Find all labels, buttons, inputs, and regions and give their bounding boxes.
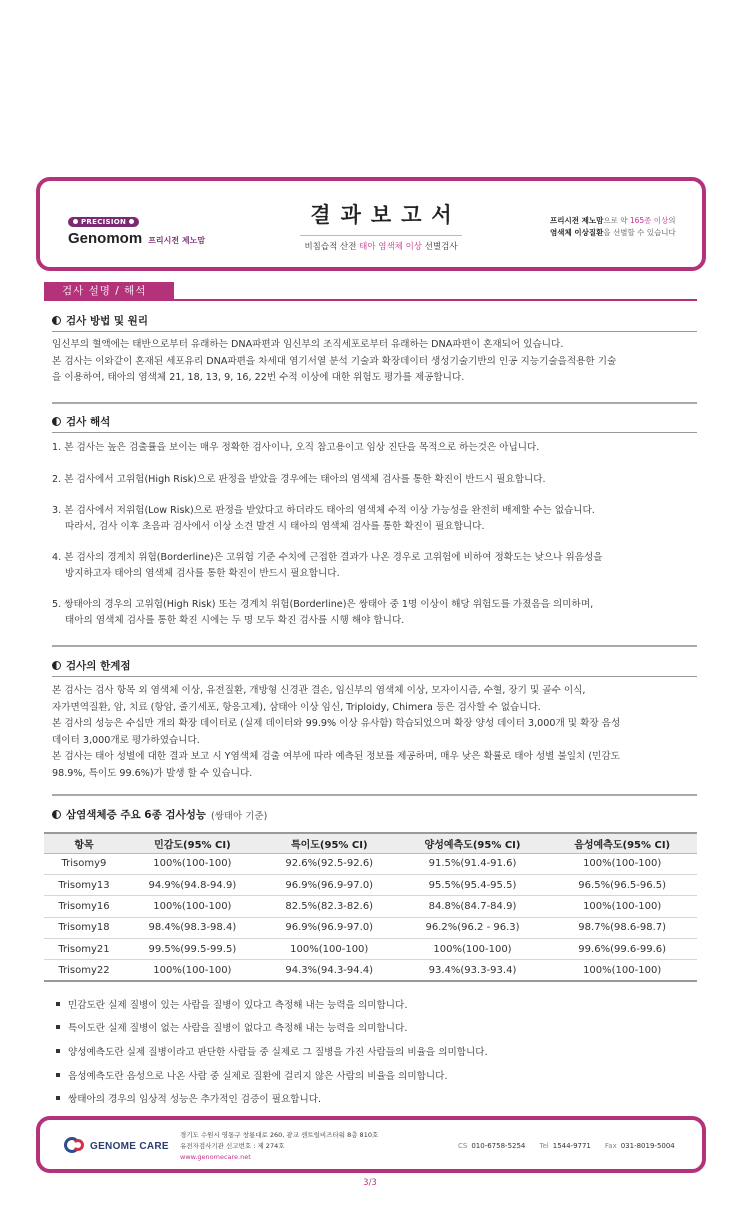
table-cell: 96.9%(96.9-97.0): [261, 874, 398, 895]
divider: [52, 402, 697, 404]
genomom-logo: [68, 209, 205, 247]
divider: [52, 645, 697, 647]
text-line: 4. 본 검사의 경계치 위험(Borderline)은 고위험 기준 수치에 근접한 결과가 나온 경우로 고위험에 비하여 정확도는 낮으나 위음성을: [52, 552, 603, 563]
table-cell: 92.6%(92.5-92.6): [261, 853, 398, 874]
table-cell: 100%(100-100): [398, 939, 548, 960]
fax-contact: [605, 1142, 675, 1150]
half-circle-icon: [52, 661, 61, 670]
section-divider: [44, 299, 697, 301]
half-circle-icon: [52, 417, 61, 426]
title-divider: [300, 235, 462, 236]
table-cell: 99.5%(99.5-99.5): [124, 939, 261, 960]
cs-label: CS: [458, 1142, 468, 1150]
table-cell: Trisomy18: [44, 917, 124, 938]
table-cell: Trisomy16: [44, 896, 124, 917]
table-row: [44, 853, 697, 874]
column-header: 특이도(95% CI): [261, 833, 398, 853]
text-line: 본 검사는 이와같이 혼재된 세포유리 DNA파편을 차세대 염기서열 분석 기술과 확장데이터 생성기술기반의 인공 지능기술을적용한 기술: [52, 355, 617, 367]
fax-label: Fax: [604, 1142, 617, 1150]
table-row: [44, 939, 697, 960]
table-cell: 100%(100-100): [547, 960, 697, 981]
table-cell: 100%(100-100): [124, 896, 261, 917]
report-title: 결과보고서: [310, 203, 462, 227]
divider: [52, 794, 697, 796]
table-cell: 96.9%(96.9-97.0): [261, 917, 398, 938]
interpretation-heading: [52, 414, 110, 429]
text-line: 데이터 3,000개로 평가하였습니다.: [52, 734, 200, 746]
bullet-icon: [56, 1096, 60, 1100]
divider: [52, 331, 697, 332]
text-line: 98.9%, 특이도 99.6%)가 발생 할 수 있습니다.: [52, 767, 253, 779]
interpretation-heading-text: 검사 해석: [66, 416, 111, 428]
tel-number: 1544-9771: [552, 1142, 591, 1150]
tel-label: Tel: [539, 1142, 549, 1150]
text-line: 자가면역질환, 암, 치료 (항암, 줄기세포, 항응고제), 삼태아 이상 임신, Triploidy, Chimera 등은 검사할 수 없습니다.: [52, 701, 541, 713]
text-line: 을 이용하여, 태아의 염색체 21, 18, 13, 9, 16, 22번 수적 이상에 대한 위험도 평가를 제공합니다.: [52, 372, 465, 384]
table-header-row: [44, 833, 697, 853]
address-line: 경기도 수원시 영통구 창룡대로 260, 광교 센트럴비즈타워 8층 810호: [180, 1131, 379, 1139]
column-header: 민감도(95% CI): [124, 833, 261, 853]
company-name: GENOME CARE: [90, 1140, 169, 1152]
interpretation-item-3: [52, 503, 697, 534]
table-cell: 96.2%(96.2 - 96.3): [398, 917, 548, 938]
column-header: 양성예측도(95% CI): [398, 833, 548, 853]
table-cell: 94.9%(94.8-94.9): [124, 874, 261, 895]
note-product: 프리시전 제노맘: [550, 216, 604, 225]
note-count: 165종 이상: [629, 216, 669, 225]
divider: [52, 432, 697, 433]
precision-badge: [68, 217, 139, 227]
text-line: 본 검사의 성능은 수십만 개의 확장 데이터로 (실제 데이터와 99.9% 이상 유사함) 학습되었으며 확장 양성 데이터 3,000개 및 확장 음성: [52, 718, 621, 730]
interpretation-item-4: [52, 550, 697, 581]
list-item: [56, 1086, 696, 1110]
table-cell: 82.5%(82.3-82.6): [261, 896, 398, 917]
text-line: 태아의 염색체 검사를 통한 확진 시에는 두 명 모두 확진 검사를 시행 해야 합니다.: [65, 614, 405, 626]
text-line: 본 검사는 검사 항목 외 염색체 이상, 유전질환, 개방형 신경관 결손, 임신부의 염색체 이상, 모자이시즘, 수혈, 장기 및 골수 이식,: [52, 685, 586, 696]
list-item: [56, 992, 696, 1016]
column-header: 항목: [44, 833, 124, 853]
report-title-block: [296, 199, 466, 252]
table-row: [44, 917, 697, 938]
bullet-icon: [56, 1073, 60, 1077]
company-address: [180, 1130, 378, 1163]
half-circle-icon: [52, 316, 61, 325]
genome-care-mark-icon: [64, 1137, 86, 1155]
website-link[interactable]: www.genomecare.net: [180, 1153, 251, 1161]
table-cell: 100%(100-100): [261, 939, 398, 960]
method-text: [52, 337, 697, 387]
table-row: [44, 960, 697, 981]
table-cell: 100%(100-100): [124, 853, 261, 874]
precision-label: PRECISION: [81, 217, 127, 226]
performance-table: [44, 832, 697, 982]
tel-contact: [539, 1142, 591, 1150]
note-text: 민감도란 실제 질병이 있는 사람을 질병이 있다고 측정해 내는 능력을 의미합니다.: [68, 999, 408, 1011]
header-note: [550, 215, 676, 239]
dot-icon: [73, 219, 78, 224]
text-line: 3. 본 검사에서 저위험(Low Risk)으로 판정을 받았다고 하더라도 태아의 염색체 수적 이상 가능성을 완전히 배제할 수는 없습니다.: [52, 505, 595, 516]
table-cell: 84.8%(84.7-84.9): [398, 896, 548, 917]
note-text: 을 선별할 수 있습니다: [603, 228, 676, 237]
note-text: 쌍태아의 경우의 임상적 성능은 추가적인 검증이 필요합니다.: [68, 1094, 322, 1106]
limits-heading-text: 검사의 한계점: [66, 660, 131, 672]
note-text: 양성예측도란 실제 질병이라고 판단한 사람들 중 실제로 그 질병을 가진 사람들의 비율을 의미합니다.: [68, 1046, 488, 1058]
genome-care-logo: [64, 1137, 169, 1155]
text-line: 임신부의 혈액에는 태반으로부터 유래하는 DNA파편과 임신부의 조직세포로부터 유래하는 DNA파편이 혼재되어 있습니다.: [52, 339, 564, 350]
cs-contact: [458, 1142, 525, 1150]
text-line: 5. 쌍태아의 경우의 고위험(High Risk) 또는 경계치 위험(Borderline)은 쌍태아 중 1명 이상이 해당 위험도를 가졌음을 의미하며,: [52, 599, 594, 610]
table-cell: Trisomy21: [44, 939, 124, 960]
text-line: 2. 본 검사에서 고위험(High Risk)으로 판정을 받았을 경우에는 태아의 염색체 검사를 통한 확진이 반드시 필요합니다.: [52, 474, 546, 485]
performance-heading: [52, 807, 267, 822]
interpretation-item-5: [52, 597, 697, 628]
method-heading: [52, 313, 148, 328]
list-item: [56, 1039, 696, 1063]
interpretation-item-1: [52, 440, 697, 456]
method-heading-text: 검사 방법 및 원리: [66, 315, 148, 327]
license-line: 유전자검사기관 신고번호 : 제 274호: [180, 1142, 285, 1150]
page-number: 3/3: [363, 1178, 377, 1188]
report-subtitle: [296, 240, 466, 252]
table-cell: 98.7%(98.6-98.7): [547, 917, 697, 938]
bullet-icon: [56, 1049, 60, 1053]
report-header: [36, 177, 706, 271]
table-cell: 100%(100-100): [547, 896, 697, 917]
fax-number: 031-8019-5004: [620, 1142, 675, 1150]
table-row: [44, 874, 697, 895]
table-cell: 98.4%(98.3-98.4): [124, 917, 261, 938]
contact-info: [458, 1142, 675, 1150]
limits-heading: [52, 658, 131, 673]
text-line: 1. 본 검사는 높은 검출률을 보이는 매우 정확한 검사이나, 오직 참고용이고 임상 진단을 목적으로 하는것은 아닙니다.: [52, 442, 540, 453]
table-cell: Trisomy9: [44, 853, 124, 874]
table-cell: Trisomy13: [44, 874, 124, 895]
table-cell: 94.3%(94.3-94.4): [261, 960, 398, 981]
subtitle-prefix: 비침습적 산전: [304, 242, 360, 252]
note-text: 특이도란 실제 질병이 없는 사람을 질병이 없다고 측정해 내는 능력을 의미합니다.: [68, 1023, 408, 1035]
table-row: [44, 896, 697, 917]
column-header: 음성예측도(95% CI): [547, 833, 697, 853]
note-text: 으로 약: [603, 216, 630, 225]
table-cell: Trisomy22: [44, 960, 124, 981]
table-cell: 100%(100-100): [547, 853, 697, 874]
text-line: 따라서, 검사 이후 초음파 검사에서 이상 소견 발견 시 태아의 염색체 검사를 통한 확진이 필요합니다.: [65, 520, 485, 532]
definition-notes: [56, 992, 696, 1110]
report-footer: [36, 1116, 706, 1173]
list-item: [56, 1016, 696, 1040]
half-circle-icon: [52, 810, 61, 819]
cs-number: 010-6758-5254: [471, 1142, 526, 1150]
brand-name: Genomom: [68, 230, 143, 247]
table-cell: 95.5%(95.4-95.5): [398, 874, 548, 895]
limits-text: [52, 683, 697, 783]
note-disease: 염색체 이상질환: [550, 228, 604, 237]
table-cell: 100%(100-100): [124, 960, 261, 981]
brand-korean-name: 프리시전 제노맘: [148, 236, 206, 245]
text-line: 본 검사는 태아 성별에 대한 결과 보고 시 Y염색체 검출 여부에 따라 예측된 정보를 제공하며, 매우 낮은 확률로 태아 성별 불일치 (민감도: [52, 751, 620, 763]
list-item: [56, 1063, 696, 1087]
performance-heading-sub: (쌍태아 기준): [211, 810, 268, 822]
bullet-icon: [56, 1025, 60, 1029]
note-text: 음성예측도란 음성으로 나온 사람 중 실제로 질환에 걸리지 않은 사람의 비율을 의미합니다.: [68, 1070, 448, 1082]
bullet-icon: [56, 1002, 60, 1006]
divider: [52, 676, 697, 677]
interpretation-item-2: [52, 472, 697, 488]
text-line: 방지하고자 태아의 염색체 검사를 통한 확진이 반드시 필요합니다.: [65, 567, 340, 579]
dot-icon: [129, 219, 134, 224]
table-cell: 91.5%(91.4-91.6): [398, 853, 548, 874]
table-cell: 99.6%(99.6-99.6): [547, 939, 697, 960]
table-cell: 93.4%(93.3-93.4): [398, 960, 548, 981]
performance-heading-text: 삼염색체증 주요 6종 검사성능: [66, 809, 206, 821]
table-cell: 96.5%(96.5-96.5): [547, 874, 697, 895]
note-text: 의: [668, 216, 676, 225]
subtitle-highlight: 태아 염색체 이상: [359, 242, 422, 252]
section-tab: 검사 설명 / 해석: [44, 282, 174, 300]
subtitle-suffix: 선별검사: [422, 242, 458, 252]
